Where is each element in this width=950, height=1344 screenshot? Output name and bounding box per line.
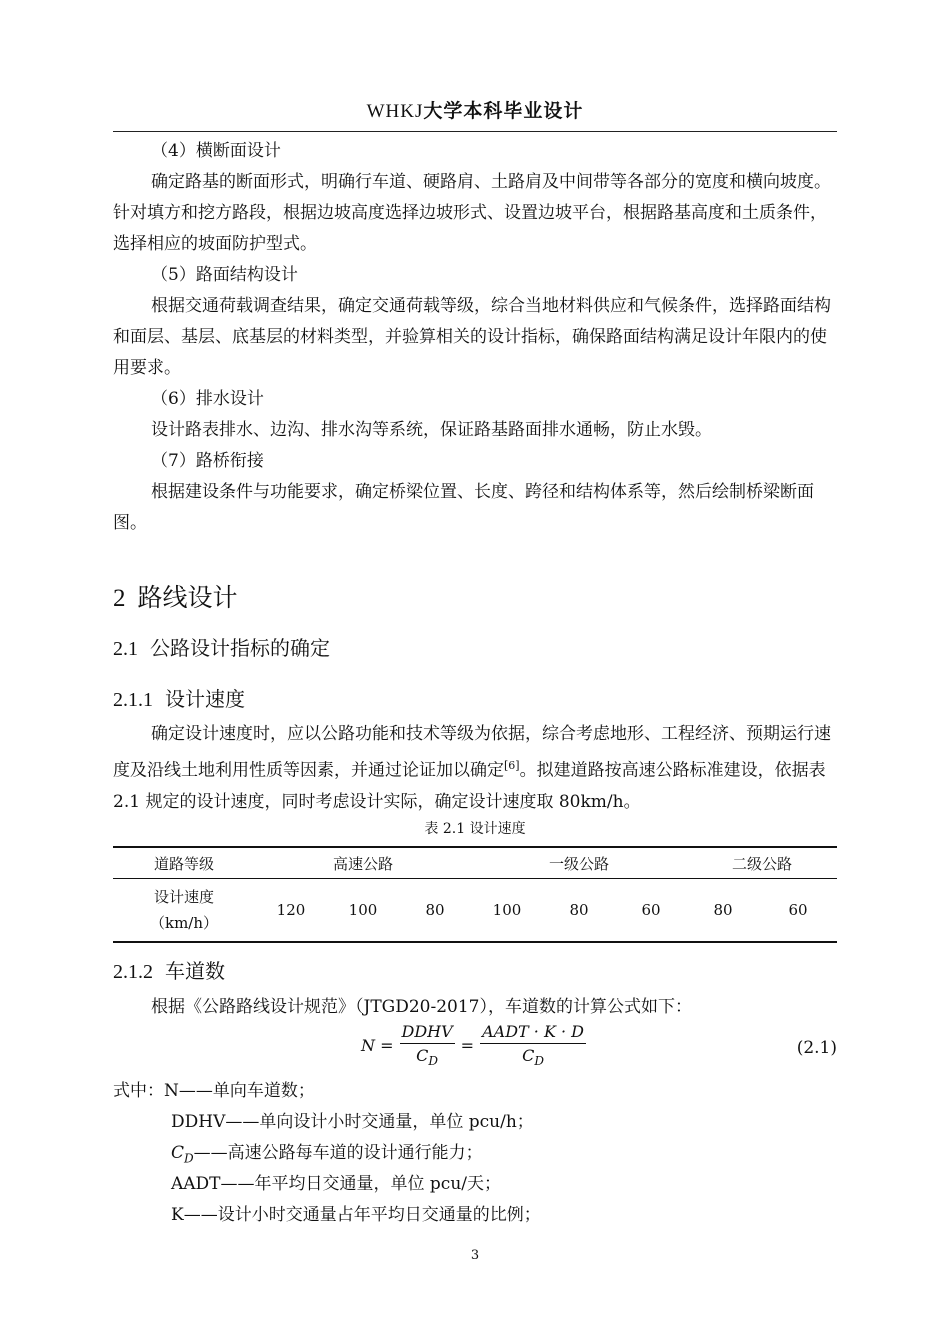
chapter-title: 路线设计 (137, 583, 238, 612)
fraction-1-den-symbol: C (416, 1046, 429, 1065)
row-label-line1: 设计速度 (153, 888, 214, 906)
formula-lhs: N = (361, 1035, 394, 1055)
design-speed-text-1: 确定设计速度时，应以公路功能和技术等级为依据，综合考虑地形、工程经济、预期运行速度及沿线土地利用性质等因素，并通过论证加以确定 (113, 724, 831, 781)
formula-equals: = (460, 1035, 475, 1055)
table-row-label (113, 879, 255, 943)
fraction-1-den-sub: D (428, 1054, 439, 1069)
equation-number: (2.1) (796, 1038, 837, 1058)
lane-count-paragraph: 根据《公路路线设计规范》（JTGD20-2017），车道数的计算公式如下： (151, 997, 693, 1017)
fraction-2-den-symbol: C (522, 1046, 535, 1065)
section-2-1-1-title: 设计速度 (165, 687, 245, 711)
page-header (113, 96, 837, 123)
table-col-header: 道路等级 (113, 847, 255, 879)
definition-ddhv: DDHV——单向设计小时交通量，单位 pcu/h； (171, 1112, 534, 1132)
header-rule (113, 131, 837, 132)
table-cell: 100 (471, 879, 543, 943)
item4-body: 确定路基的断面形式，明确行车道、硬路肩、土路肩及中间带等各部分的宽度和横向坡度。针对填方和挖方路段，根据边坡高度选择边坡形式、设置边坡平台，根据路基高度和土质条件，选择相应的坡面防护型式。 (113, 172, 831, 254)
table-cell: 80 (543, 879, 615, 943)
table-group-class2: 二级公路 (687, 847, 837, 879)
fraction-2-denominator (522, 1044, 544, 1068)
page-number: 3 (470, 1248, 480, 1263)
section-2-1-number: 2.1 (113, 638, 138, 660)
formula-fraction-2 (480, 1022, 586, 1068)
section-2-1-1-number: 2.1.1 (113, 689, 153, 711)
table-caption: 表 2.1 设计速度 (424, 821, 526, 837)
design-speed-table (113, 846, 837, 943)
definition-k: K——设计小时交通量占年平均日交通量的比例； (171, 1205, 541, 1225)
design-speed-text-2: 。拟建道路按高速公路标准建设，依据表 2.1 规定的设计速度，同时考虑设计实际，确定设计速度取 80km/h。 (113, 760, 826, 812)
table-cell: 100 (327, 879, 399, 943)
table-cell: 80 (687, 879, 759, 943)
cd-symbol: C (171, 1143, 185, 1163)
item7-body: 根据建设条件与功能要求，确定桥梁位置、长度、跨径和结构体系等，然后绘制桥梁断面图。 (113, 482, 814, 533)
definition-aadt: AADT——年平均日交通量，单位 pcu/天； (171, 1174, 502, 1194)
cd-text: ——高速公路每车道的设计通行能力； (193, 1143, 483, 1163)
row-label-line2: （km/h） (149, 914, 219, 932)
table-row (113, 879, 837, 943)
section-2-1-1-heading (113, 683, 245, 712)
definition-n: 式中：N——单向车道数； (113, 1081, 315, 1101)
chapter-number: 2 (113, 585, 126, 612)
chapter-heading (113, 578, 238, 614)
item7-title: （7）路桥衔接 (151, 451, 264, 471)
header-latin: WHKJ (366, 101, 424, 122)
table-cell: 120 (255, 879, 327, 943)
section-2-1-2-number: 2.1.2 (113, 961, 153, 983)
fraction-1-denominator (416, 1044, 438, 1068)
table-header-row (113, 847, 837, 879)
item6-body: 设计路表排水、边沟、排水沟等系统，保证路基路面排水通畅，防止水毁。 (151, 420, 712, 440)
item5-body: 根据交通荷载调查结果，确定交通荷载等级，综合当地材料供应和气候条件，选择路面结构和面层、基层、底基层的材料类型，并验算相关的设计指标，确保路面结构满足设计年限内的使用要求。 (113, 296, 831, 378)
fraction-1-numerator: DDHV (400, 1022, 455, 1044)
header-title: 大学本科毕业设计 (423, 100, 584, 122)
lane-formula (361, 1022, 592, 1068)
fraction-2-den-sub: D (534, 1054, 544, 1069)
table-group-class1: 一级公路 (471, 847, 687, 879)
table-cell: 80 (399, 879, 471, 943)
section-2-1-heading (113, 632, 330, 661)
citation: [6] (504, 759, 520, 772)
table-cell: 60 (759, 879, 837, 943)
table-cell: 60 (615, 879, 687, 943)
section-2-1-title: 公路设计指标的确定 (150, 636, 330, 660)
formula-fraction-1 (400, 1022, 455, 1068)
item6-title: （6）排水设计 (151, 389, 264, 409)
section-2-1-2-title: 车道数 (165, 959, 225, 983)
table-group-expressway: 高速公路 (255, 847, 471, 879)
section-2-1-2-heading (113, 955, 225, 984)
fraction-2-numerator: AADT · K · D (480, 1022, 586, 1044)
item5-title: （5）路面结构设计 (151, 265, 298, 285)
item4-title: （4）横断面设计 (151, 141, 281, 161)
design-speed-paragraph (113, 719, 837, 818)
document-page (113, 0, 837, 1344)
cd-subscript: D (184, 1151, 194, 1166)
